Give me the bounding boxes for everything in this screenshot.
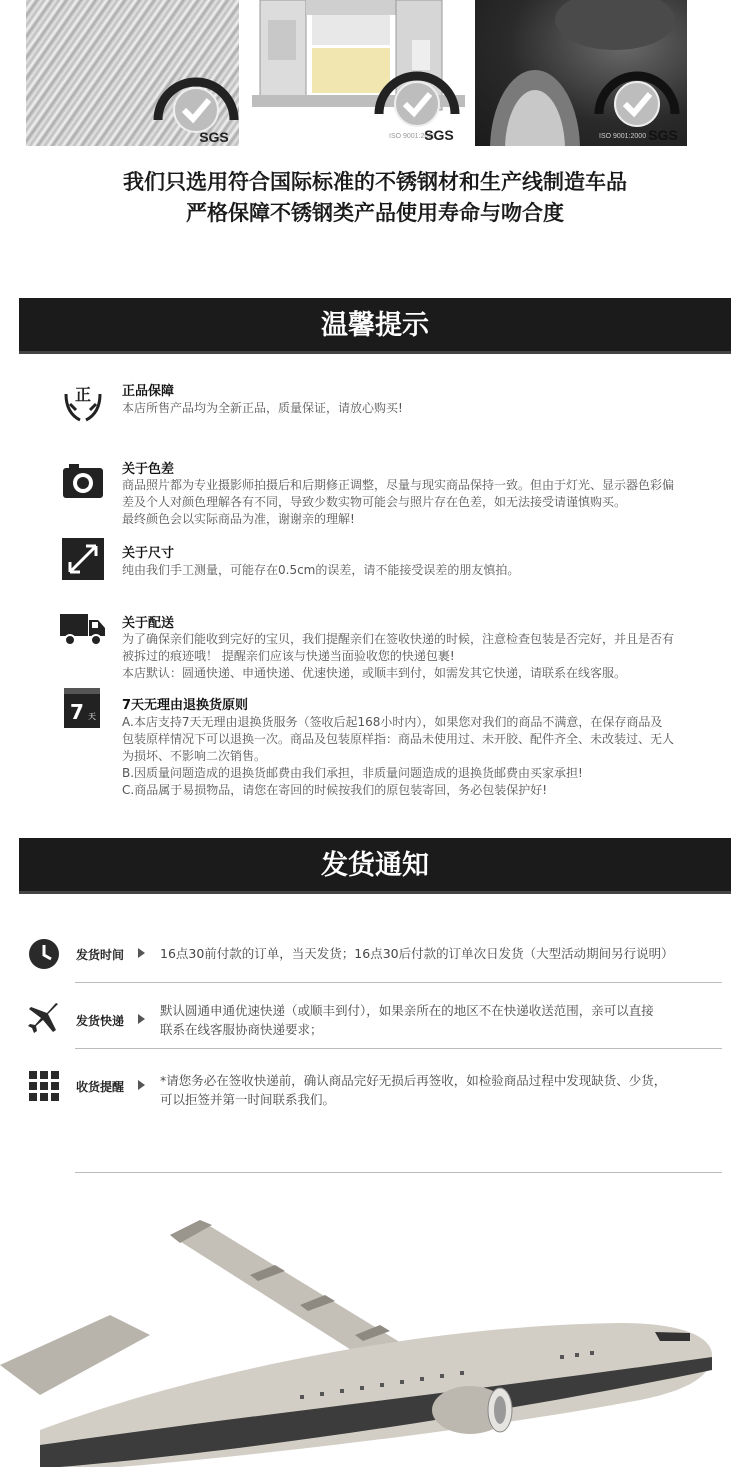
production-machine-photo [252,0,465,146]
grid-icon [28,1070,60,1102]
sgs-certification-badge [367,52,465,146]
airplane-illustration [0,1195,750,1467]
genuine-hands-icon [62,380,104,422]
stainless-steel-photo [26,0,239,146]
sgs-label: SGS [199,129,229,145]
tips-banner [19,298,731,354]
tip-title-return: 7天无理由退换货原则 [122,698,249,713]
divider [75,1172,722,1173]
chevron-right-icon [138,1080,145,1090]
iso-label: ISO 9001:2000 [389,133,437,140]
tip-text-return: A.本店支持7天无理由退换货服务（签收后起168小时内），如果您对我们的商品不满意，在保存商品及 包装原样情况下可以退换一次。商品及包装原样指：商品未使用过、未开胶、配件齐全、未改装过、无人 为损坏、不影响二次销售。 B.因质量问题造成的退换货邮费由我们承担，非质量问题造成的退换货邮费由买家承担! C.商品属于易损物品，请您在寄回的时候按我们的原包装寄回，务必包装保护好! [122,715,675,797]
tip-text-size: 纯由我们手工测量，可能存在0.5cm的误差，请不能接受误差的朋友慎拍。 [122,563,520,577]
divider [75,1048,722,1049]
camera-icon [62,460,104,502]
clock-icon [28,938,60,970]
sgs-label: SGS [648,127,678,143]
chevron-right-icon [138,1014,145,1024]
svg-text:7: 7 [70,700,84,724]
iso-label: ISO 9001:2000 [599,133,647,140]
delivery-truck-icon [60,608,106,650]
sgs-label: SGS [424,127,454,143]
intro-line-2: 严格保障不锈钢类产品使用寿命与吻合度 [186,201,564,225]
intro-line-1: 我们只选用符合国际标准的不锈钢材和生产线制造车品 [123,170,627,194]
shipping-banner [19,838,731,894]
ship-text-courier: 默认圆通申通优速快递（或顺丰到付），如果亲所在的地区不在快递收送范围，亲可以直接 联系在线客服协商快递要求； [160,1003,654,1037]
ship-text-time: 16点30前付款的订单，当天发货；16点30后付款的订单次日发货（大型活动期间另行说明） [160,946,674,961]
ship-label-receipt: 收货提醒 [76,1080,125,1094]
chevron-right-icon [138,948,145,958]
tip-title-color: 关于色差 [122,462,175,477]
dark-steel-photo [475,0,687,146]
sgs-certification-badge [587,52,687,146]
tip-title-delivery: 关于配送 [122,616,175,631]
ship-label-time: 发货时间 [76,948,125,962]
ship-label-courier: 发货快递 [76,1014,125,1028]
resize-arrow-icon [62,538,104,580]
tip-title-size: 关于尺寸 [122,546,175,561]
tip-text-genuine: 本店所售产品均为全新正品，质量保证，请放心购买! [122,401,403,415]
svg-text:天: 天 [88,712,96,721]
tip-title-genuine: 正品保障 [122,384,175,399]
ship-text-receipt: *请您务必在签收快递前，确认商品完好无损后再签收，如检验商品过程中发现缺货、少货， 可以拒签并第一时间联系我们。 [160,1073,667,1107]
divider [75,982,722,983]
tips-heading: 温馨提示 [321,310,429,341]
tip-text-color: 商品照片都为专业摄影师拍摄后和后期修正调整，尽量与现实商品保持一致。但由于灯光、显示器色彩偏 差及个人对颜色理解各有不同，导致少数实物可能会与照片存在色差，如无法接受请谨慎购买。 最终颜色会以实际商品为准，谢谢亲的理解! [122,478,675,526]
shipping-heading: 发货通知 [321,850,429,881]
svg-text:正: 正 [74,385,92,404]
tip-text-delivery: 为了确保亲们能收到完好的宝贝，我们提醒亲们在签收快递的时候，注意检查包装是否完好，并且是否有 被拆过的痕迹哦！ 提醒亲们应该与快递当面验收您的快递包裹! 本店默认：圆通快递、申通快递、优速快递，或顺丰到付，如需发其它快递，请联系在线客服。 [122,632,675,680]
sgs-certification-badge [146,62,239,146]
airplane-icon [28,1002,60,1034]
seven-day-calendar-icon [64,688,100,728]
